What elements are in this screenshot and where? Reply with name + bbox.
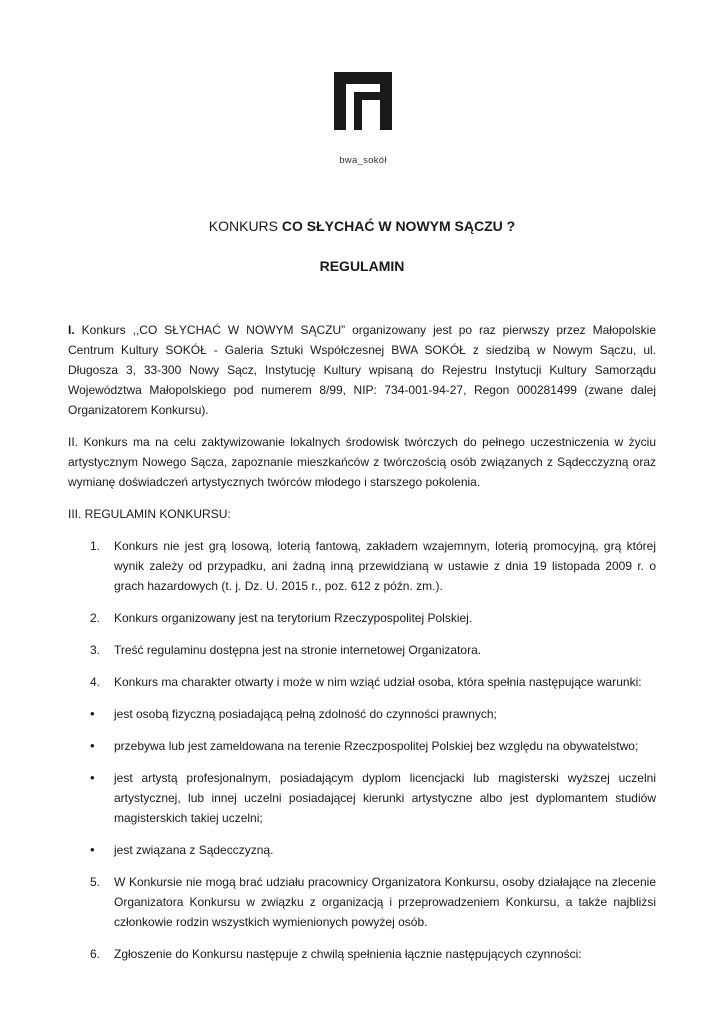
- bullet-icon: •: [90, 738, 95, 753]
- list-item: [68, 944, 656, 964]
- bullet-text: przebywa lub jest zameldowana na terenie Rzeczpospolitej Polskiej bez względu na obywatelstwo;: [114, 739, 639, 753]
- list-text: W Konkursie nie mogą brać udziału pracownicy Organizatora Konkursu, osoby działające na zlecenie Organizatora Konkursu w związku z organizacją i przeprowadzeniem Konkursu, a także najbliżsi członkowie rodzin wszystkich wymienionych powyżej osób.: [114, 875, 656, 929]
- document-body: [68, 320, 656, 976]
- section-1-label: I.: [68, 323, 75, 337]
- bullet-item: [68, 736, 656, 756]
- list-item: [68, 536, 656, 596]
- bullet-icon: •: [90, 842, 95, 857]
- bullet-icon: •: [90, 706, 95, 721]
- section-2: II. Konkurs ma na celu zaktywizowanie lokalnych środowisk twórczych do pełnego uczestniczenia w życiu artystycznym Nowego Sącza, zapoznanie mieszkańców z twórczością osób związanych z Sądecczyzną oraz wymianę doświadczeń artystycznych twórców młodego i starszego pokolenia.: [68, 435, 656, 489]
- section-1: [68, 320, 656, 420]
- list-marker: 6.: [90, 947, 101, 961]
- bullet-item: [68, 840, 656, 860]
- list-text: Zgłoszenie do Konkursu następuje z chwilą spełnienia łącznie następujących czynności:: [114, 947, 582, 961]
- document-title: [0, 218, 724, 234]
- bullet-item: [68, 768, 656, 828]
- bwa-sokol-logo-icon: [334, 72, 392, 130]
- bullet-text: jest związana z Sądecczyzną.: [114, 843, 274, 857]
- bullet-icon: •: [90, 770, 95, 785]
- list-item: [68, 672, 656, 692]
- title-prefix: KONKURS: [208, 218, 282, 234]
- list-text: Konkurs organizowany jest na terytorium Rzeczypospolitej Polskiej.: [114, 611, 473, 625]
- logo-caption: bwa_sokół: [339, 155, 387, 166]
- section-3-heading: III. REGULAMIN KONKURSU:: [68, 507, 231, 521]
- list-marker: 2.: [90, 611, 101, 625]
- list-item: [68, 872, 656, 932]
- document-subtitle: REGULAMIN: [319, 258, 405, 274]
- section-1-text: Konkurs ,,CO SŁYCHAĆ W NOWYM SĄCZU” organizowany jest po raz pierwszy przez Małopolskie Centrum Kultury SOKÓŁ - Galeria Sztuki Współczesnej BWA SOKÓŁ z siedzibą w Nowym Sączu, ul. Długosza 3, 33-300 Nowy Sącz, Instytucję Kultury wpisaną do Rejestru Instytucji Kultury Samorządu Województwa Małopolskiego pod numerem 8/99, NIP: 734-001-94-27, Regon 000281499 (zwane dalej Organizatorem Konkursu).: [68, 323, 656, 417]
- list-text: Konkurs ma charakter otwarty i może w nim wziąć udział osoba, która spełnia następujące warunki:: [114, 675, 642, 689]
- list-marker: 1.: [90, 539, 101, 553]
- list-text: Konkurs nie jest grą losową, loterią fantową, zakładem wzajemnym, loterią promocyjną, grą której wynik zależy od przypadku, ani żadną inną przewidzianą w ustawie z dnia 19 listopada 2009 r. o grach hazardowych (t. j. Dz. U. 2015 r., poz. 612 z późn. zm.).: [114, 539, 656, 593]
- list-item: [68, 640, 656, 660]
- list-marker: 5.: [90, 875, 101, 889]
- bullet-text: jest osobą fizyczną posiadającą pełną zdolność do czynności prawnych;: [114, 707, 497, 721]
- bullet-text: jest artystą profesjonalnym, posiadającym dyplom licencjacki lub magisterski wyższej uczelni artystycznej, lub innej uczelni posiadającej kierunki artystyczne albo jest dyplomantem studiów magisterskich takiej uczelni;: [114, 771, 656, 825]
- list-marker: 3.: [90, 643, 101, 657]
- title-bold: CO SŁYCHAĆ W NOWYM SĄCZU ?: [281, 218, 516, 234]
- list-item: [68, 608, 656, 628]
- list-marker: 4.: [90, 675, 101, 689]
- list-text: Treść regulaminu dostępna jest na stronie internetowej Organizatora.: [114, 643, 482, 657]
- bullet-item: [68, 704, 656, 724]
